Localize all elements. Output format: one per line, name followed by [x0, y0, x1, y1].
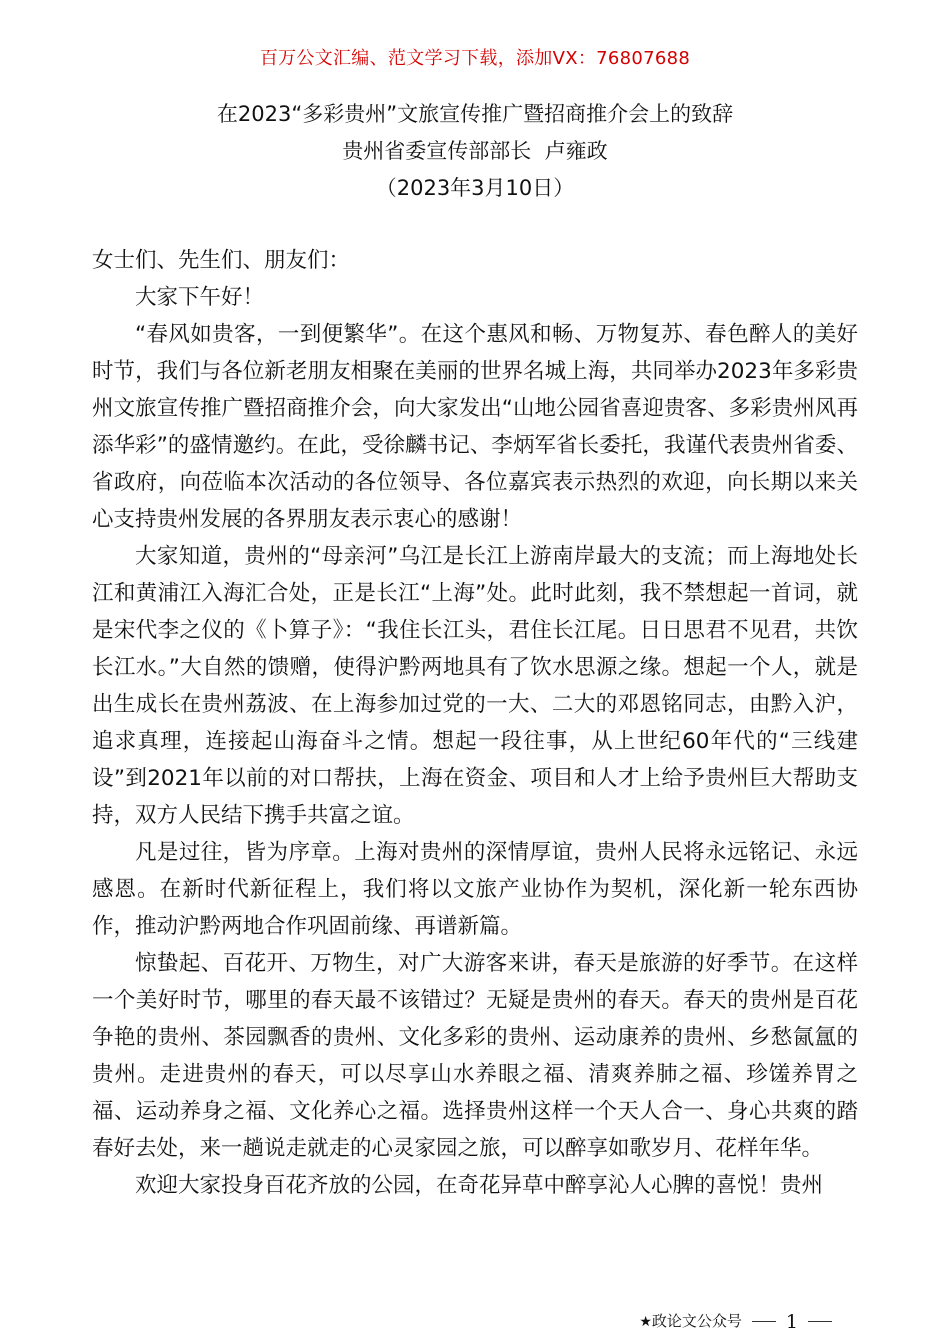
footer-source-text: 政论文公众号 — [651, 1312, 742, 1330]
page-dash-right — [808, 1321, 832, 1322]
paragraph: 欢迎大家投身百花齐放的公园，在奇花异草中醉享沁人心脾的喜悦！贵州 — [135, 1173, 824, 1198]
page-footer — [639, 1310, 832, 1333]
salutation: 女士们、先生们、朋友们： — [92, 248, 351, 273]
star-icon: ★ — [639, 1314, 652, 1330]
speech-body — [92, 279, 858, 1204]
page-dash-left — [752, 1321, 776, 1322]
paragraph: 凡是过往，皆为序章。上海对贵州的深情厚谊，贵州人民将永远铭记、永远感恩。在新时代新征程上，我们将以文旅产业协作为契机，深化新一轮东西协作，推动沪黔两地合作巩固前缘、再谱新篇。 — [92, 840, 858, 939]
speaker-line: 贵州省委宣传部部长 卢雍政 — [342, 139, 608, 163]
paragraph: 惊蛰起、百花开、万物生，对广大游客来讲，春天是旅游的好季节。在这样一个美好时节，哪里的春天最不该错过？无疑是贵州的春天。春天的贵州是百花争艳的贵州、茶园飘香的贵州、文化多彩的贵州、运动康养的贵州、乡愁氤氲的贵州。走进贵州的春天，可以尽享山水养眼之福、清爽养肺之福、珍馐养胃之福、运动养身之福、文化养心之福。选择贵州这样一个天人合一、身心共爽的踏春好去处，来一趟说走就走的心灵家园之旅，可以醉享如歌岁月、花样年华。 — [92, 951, 858, 1161]
page-number: 1 — [785, 1310, 798, 1333]
paragraph: 大家下午好！ — [135, 285, 265, 310]
speech-date: （2023年3月10日） — [375, 176, 575, 200]
header-banner: 百万公文汇编、范文学习下载，添加VX：76807688 — [259, 48, 691, 69]
speech-title-block — [0, 96, 950, 207]
paragraph: “春风如贵客，一到便繁华”。在这个惠风和畅、万物复苏、春色醉人的美好时节，我们与各位新老朋友相聚在美丽的世界名城上海，共同举办2023年多彩贵州文旅宣传推广暨招商推介会，向大家发出“山地公园省喜迎贵客、多彩贵州风再添华彩”的盛情邀约。在此，受徐麟书记、李炳军省长委托，我谨代表贵州省委、省政府，向莅临本次活动的各位领导、各位嘉宾表示热烈的欢迎，向长期以来关心支持贵州发展的各界朋友表示衷心的感谢！ — [92, 322, 858, 532]
footer-source — [639, 1310, 742, 1333]
speech-title: 在2023“多彩贵州”文旅宣传推广暨招商推介会上的致辞 — [216, 102, 734, 126]
paragraph: 大家知道，贵州的“母亲河”乌江是长江上游南岸最大的支流；而上海地处长江和黄浦江入海汇合处，正是长江“上海”处。此时此刻，我不禁想起一首词，就是宋代李之仪的《卜算子》：“我住长江头，君住长江尾。日日思君不见君，共饮长江水。”大自然的馈赠，使得沪黔两地具有了饮水思源之缘。想起一个人，就是出生成长在贵州荔波、在上海参加过党的一大、二大的邓恩铭同志，由黔入沪，追求真理，连接起山海奋斗之情。想起一段往事，从上世纪60年代的“三线建设”到2021年以前的对口帮扶，上海在资金、项目和人才上给予贵州巨大帮助支持，双方人民结下携手共富之谊。 — [92, 544, 858, 828]
